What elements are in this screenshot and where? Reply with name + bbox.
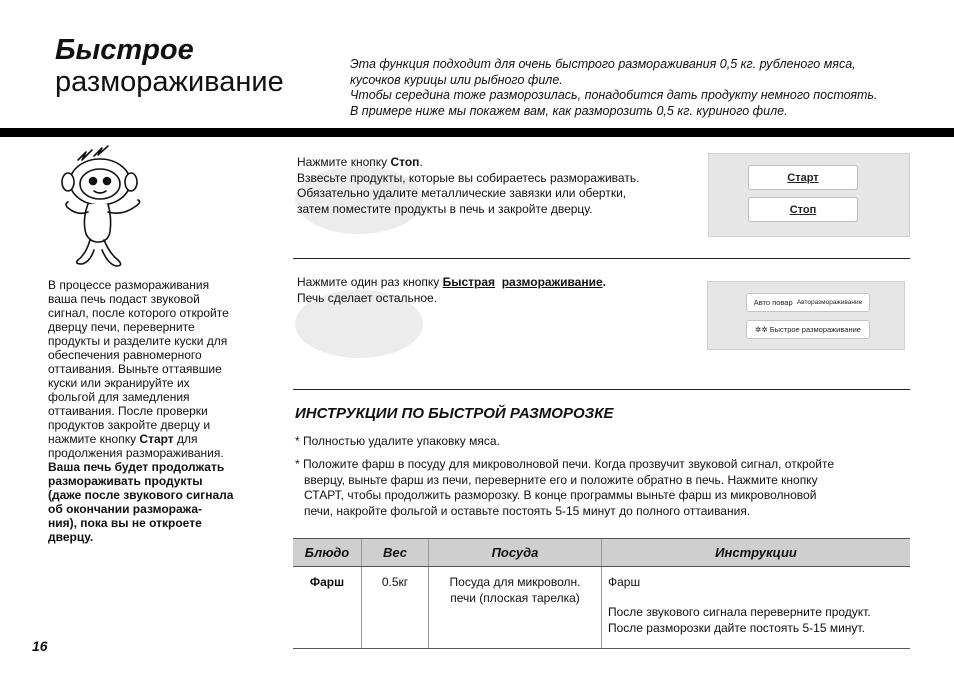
sidebar-bold-line: дверцу. <box>48 530 94 544</box>
step-2-text <box>297 275 606 306</box>
section-title: ИНСТРУКЦИИ ПО БЫСТРОЙ РАЗМОРОЗКЕ <box>295 405 614 422</box>
divider <box>293 389 910 390</box>
vessel-line: печи (плоская тарелка) <box>450 591 580 605</box>
step-text: . <box>602 275 606 289</box>
page-title: Быстрое <box>55 34 194 66</box>
vessel-cell <box>429 567 602 649</box>
step-line: Взвесьте продукты, которые вы собираетесь размораживать. <box>297 170 640 185</box>
instructions-cell <box>602 567 911 649</box>
sidebar-line: ваша печь подаст звуковой <box>48 292 200 306</box>
instruction-line: * Положите фарш в посуду для микроволновой печи. Когда прозвучит звуковой сигнал, откройте <box>295 457 835 471</box>
vessel-line: Посуда для микроволн. <box>449 575 581 589</box>
table-row <box>293 567 910 649</box>
intro-text <box>350 57 877 119</box>
auto-cook-label: Авто повар <box>753 298 793 307</box>
column-header: Вес <box>362 539 429 567</box>
intro-line: кусочков курицы или рыбного филе. <box>350 72 563 87</box>
page-subtitle: размораживание <box>55 66 284 98</box>
step-line: затем поместите продукты в печь и закройте дверцу. <box>297 201 593 216</box>
sidebar-bold-line: об окончании размоража- <box>48 502 203 516</box>
sidebar-bold-line: ния), пока вы не откроете <box>48 516 202 530</box>
sidebar-line: продолжения размораживания. <box>48 446 224 460</box>
instr-line: Фарш <box>608 575 641 589</box>
step-text: Нажмите кнопку <box>297 155 391 169</box>
quick-keyword: Быстрая <box>442 275 496 289</box>
sidebar-line: куски или экранируйте их <box>48 376 190 390</box>
instr-line: После разморозки дайте постоять 5-15 минут. <box>608 621 865 635</box>
sidebar-text: для <box>173 432 198 446</box>
header-divider-bar <box>0 128 954 137</box>
auto-defrost-label: Авторазмораживание <box>796 299 863 306</box>
sidebar-line: оттаивания. Выньте оттаявшие <box>48 362 222 376</box>
stop-button[interactable]: Стоп <box>748 197 858 222</box>
sidebar-line: В процессе размораживания <box>48 278 210 292</box>
step-line: Обязательно удалите металлические завязки или обертки, <box>297 186 627 200</box>
dish-cell: Фарш <box>309 575 345 589</box>
sidebar-line: сигнал, после которого откройте <box>48 306 229 320</box>
table-header-row <box>293 539 910 567</box>
table-bottom-rule <box>293 648 910 649</box>
control-panel-1 <box>708 153 910 237</box>
start-button[interactable]: Старт <box>748 165 858 190</box>
sidebar-line: продукты и разделите куски для <box>48 334 228 348</box>
quick-defrost-label: Быстрое размораживание <box>769 325 861 334</box>
weight-cell: 0.5кг <box>362 567 429 649</box>
step-text: . <box>419 155 423 169</box>
sidebar-line: оттаивания. После проверки <box>48 404 208 418</box>
intro-line: Эта функция подходит для очень быстрого размораживания 0,5 кг. рубленого мяса, <box>350 57 856 71</box>
column-header: Блюдо <box>293 539 362 567</box>
instr-line: После звукового сигнала переверните продукт. <box>608 605 871 619</box>
sidebar-line: обеспечения равномерного <box>48 348 202 362</box>
control-panel-2 <box>707 281 905 350</box>
sidebar-bold-line: (даже после звукового сигнала <box>48 488 234 502</box>
snowflake-icon: ✲✲ <box>755 325 768 334</box>
intro-line: Чтобы середина тоже разморозилась, понадобится дать продукту немного постоять. <box>350 88 878 102</box>
sidebar-line: фольгой для замедления <box>48 390 190 404</box>
sidebar-bold-line: размораживать продукты <box>48 474 203 488</box>
start-keyword: Старт <box>139 432 174 446</box>
step-1-text <box>297 155 639 217</box>
sidebar-line: дверцу печи, переверните <box>48 320 195 334</box>
stop-keyword: Стоп <box>390 155 420 169</box>
instruction-item <box>295 457 834 519</box>
step-line <box>297 155 639 171</box>
sidebar-bold-line: Ваша печь будет продолжать <box>48 460 225 474</box>
column-header: Инструкции <box>602 539 911 567</box>
instruction-line: СТАРТ, чтобы продолжить разморозку. В конце программы выньте фарш из микроволновой <box>304 488 817 502</box>
divider <box>293 258 910 259</box>
sidebar-note <box>48 278 268 544</box>
intro-line: В примере ниже мы покажем вам, как разморозить 0,5 кг. куриного филе. <box>350 103 788 118</box>
instruction-line: вверцу, выньте фарш из печи, переверните его и положите обратно в печь. Нажмите кнопку <box>304 472 818 487</box>
instruction-item: * Полностью удалите упаковку мяса. <box>295 434 500 448</box>
sidebar-line <box>48 432 268 446</box>
step-line <box>297 275 606 291</box>
auto-cook-defrost-button[interactable] <box>746 293 870 312</box>
step-line: Печь сделает остальное. <box>297 290 438 305</box>
instruction-line: печи, накройте фольгой и оставьте постоять 5-15 минут до полного оттаивания. <box>304 503 751 518</box>
defrost-table <box>293 538 910 649</box>
step-text: Нажмите один раз кнопку <box>297 275 443 289</box>
mascot-illustration <box>38 142 153 272</box>
page-number: 16 <box>32 638 48 654</box>
column-header: Посуда <box>429 539 602 567</box>
sidebar-text: нажмите кнопку <box>48 432 140 446</box>
sidebar-line: продуктов закройте дверцу и <box>48 418 211 432</box>
quick-defrost-button[interactable] <box>746 320 870 339</box>
defrost-keyword: размораживание <box>501 275 603 289</box>
